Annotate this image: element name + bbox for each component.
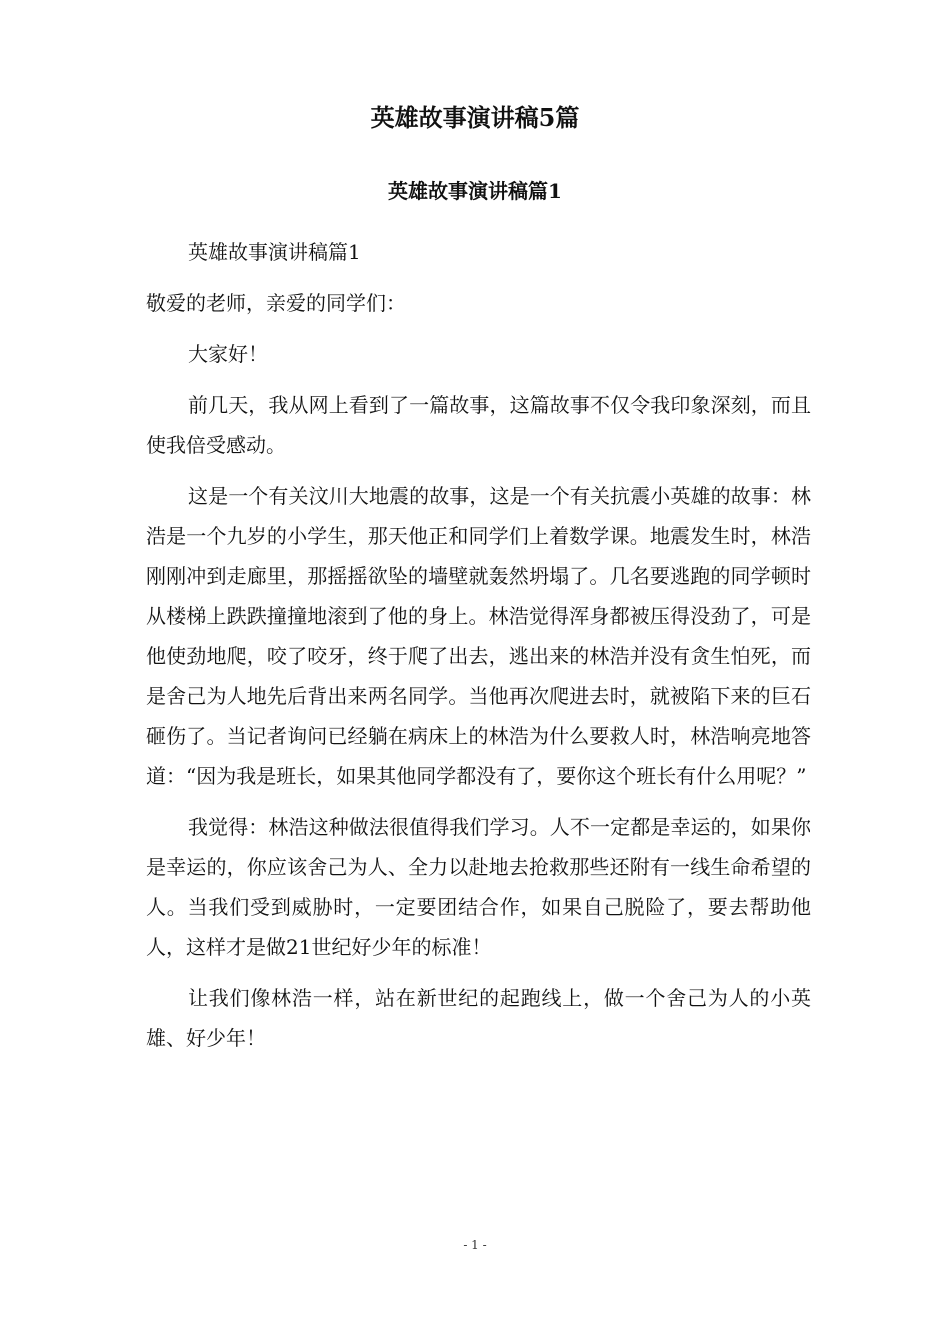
paragraph-subtitle: 英雄故事演讲稿篇1 — [188, 240, 361, 264]
paragraph-reflection: 我觉得：林浩这种做法很值得我们学习。人不一定都是幸运的，如果你是幸运的，你应该舍己为人、全力以赴地去抢救那些还附有一线生命希望的人。当我们受到威胁时，一定要团结合作，如果自己脱险了，要去帮助他人，这样才是做21世纪好少年的标准！ — [146, 815, 811, 959]
page-number: - 1 - — [463, 1238, 487, 1252]
document-body — [146, 232, 811, 1069]
paragraph-intro: 前几天，我从网上看到了一篇故事，这篇故事不仅令我印象深刻，而且使我倍受感动。 — [146, 393, 811, 457]
paragraph-salutation: 敬爱的老师，亲爱的同学们： — [146, 291, 406, 315]
paragraph-closing: 让我们像林浩一样，站在新世纪的起跑线上，做一个舍己为人的小英雄、好少年！ — [146, 986, 811, 1050]
paragraph-story: 这是一个有关汶川大地震的故事，这是一个有关抗震小英雄的故事：林浩是一个九岁的小学生，那天他正和同学们上着数学课。地震发生时，林浩刚刚冲到走廊里，那摇摇欲坠的墙壁就轰然坍塌了。几名要逃跑的同学顿时从楼梯上跌跌撞撞地滚到了他的身上。林浩觉得浑身都被压得没劲了，可是他使劲地爬，咬了咬牙，终于爬了出去，逃出来的林浩并没有贪生怕死，而是舍己为人地先后背出来两名同学。当他再次爬进去时，就被陷下来的巨石砸伤了。当记者询问已经躺在病床上的林浩为什么要救人时，林浩响亮地答道：“因为我是班长，如果其他同学都没有了，要你这个班长有什么用呢？” — [146, 484, 811, 788]
document-title: 英雄故事演讲稿5篇 — [370, 103, 580, 132]
paragraph-greeting: 大家好！ — [188, 342, 268, 366]
section-heading: 英雄故事演讲稿篇1 — [388, 179, 562, 203]
